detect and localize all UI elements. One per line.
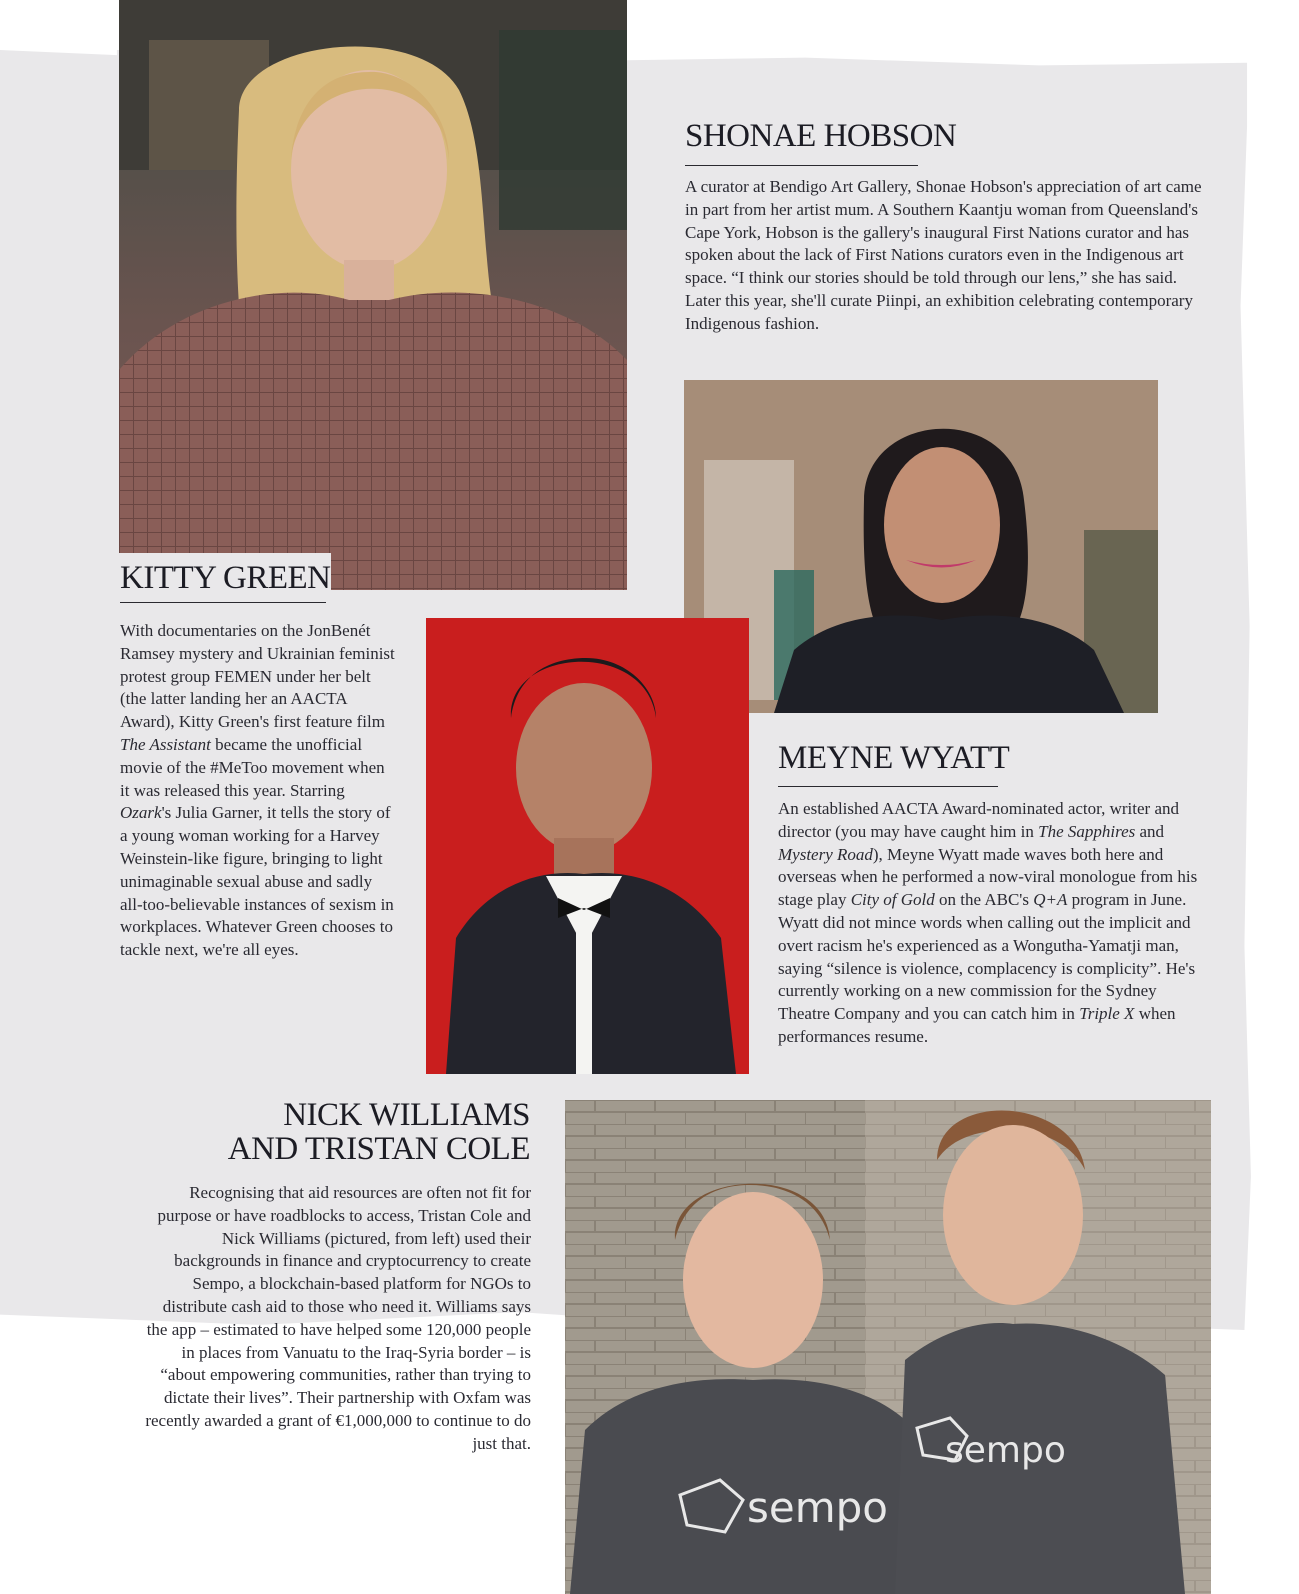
kitty-film-title: The Assistant	[120, 734, 211, 754]
meyne-heading-rule	[778, 786, 998, 787]
nick-tristan-heading	[200, 1098, 530, 1166]
nick-tristan-body: Recognising that aid resources are often not fit for purpose or have roadblocks to access, Tristan Cole and Nick Williams (pictured, from left) used their backgrounds in finance and cryptocurrency to create Sempo, a blockchain-based platform for NGOs to distribute cash aid to those who need it. Williams says the app – estimated to have helped some 120,000 people in places from Vanuatu to the Iraq-Syria border – is “about empowering communities, rather than trying to dictate their lives”. Their partnership with Oxfam was recently awarded a grant of €1,000,000 to continue to do just that.	[145, 1183, 531, 1453]
kitty-green-heading: KITTY GREEN	[120, 560, 331, 596]
kitty-body-part-3: 's Julia Garner, it tells the story of a young woman working for a Harvey Weinstein-like figure, bringing to light unimaginable sexual abuse and sadly all-too-believable instances of sexism in workplaces. Whatever Green chooses to tackle next, we're all eyes.	[120, 803, 394, 960]
meyne-film-2: Mystery Road	[778, 844, 873, 864]
nick-heading-line-1: NICK WILLIAMS	[283, 1097, 530, 1133]
meyne-body-part-1: An established AACTA Award-nominated actor, writer and director (you may have caught him in	[778, 799, 1179, 841]
kitty-body-part-1: With documentaries on the JonBenét Ramsey mystery and Ukrainian feminist protest group FEMEN under her belt (the latter landing her an AACTA Award), Kitty Green's first feature film	[120, 621, 395, 732]
kitty-show-title: Ozark	[120, 803, 162, 823]
nick-heading-line-2: AND TRISTAN COLE	[227, 1131, 530, 1167]
meyne-program-title: Q+A	[1033, 890, 1068, 910]
meyne-body-part-5: when performances resume.	[778, 1004, 1176, 1046]
meyne-wyatt-photo	[426, 618, 749, 1074]
right-shirt-logo-text: sempo	[945, 1430, 1066, 1471]
kitty-green-body	[120, 620, 395, 962]
left-shirt-logo-text: sempo	[747, 1483, 888, 1532]
meyne-body-part-3: on the ABC's	[939, 890, 1029, 910]
shonae-heading-rule	[685, 165, 918, 166]
shonae-hobson-photo	[684, 380, 1158, 713]
kitty-body-part-2: became the unofficial movie of the #MeToo movement when it was released this year. Starring	[120, 734, 385, 800]
meyne-play-title: City of Gold	[850, 890, 935, 910]
shonae-hobson-heading: SHONAE HOBSON	[685, 118, 957, 154]
meyne-wyatt-heading: MEYNE WYATT	[778, 740, 1010, 776]
meyne-body-part-4: program in June. Wyatt did not mince words when calling out the implicit and overt racism he's experienced as a Wongutha-Yamatji man, saying “silence is violence, complacency is complicity”. He's currently working on a new commission for the Sydney Theatre Company and you can catch him in	[778, 890, 1196, 1024]
meyne-wyatt-body	[778, 798, 1208, 1049]
shonae-hobson-body: A curator at Bendigo Art Gallery, Shonae Hobson's appreciation of art came in part from her artist mum. A Southern Kaantju woman from Queensland's Cape York, Hobson is the gallery's inaugural First Nations curator and has spoken about the lack of First Nations curators even in the Indigenous art space. “I think our stories should be told through our lens,” she has said. Later this year, she'll curate Piinpi, an exhibition celebrating contemporary Indigenous fashion.	[685, 177, 1202, 333]
kitty-green-photo	[119, 0, 627, 590]
meyne-series-title: Triple X	[1079, 1004, 1135, 1024]
kitty-heading-rule	[120, 602, 326, 603]
meyne-body-and: and	[1139, 821, 1165, 841]
nick-tristan-photo	[565, 1100, 1211, 1594]
meyne-film-1: The Sapphires	[1038, 821, 1136, 841]
meyne-body-part-2: ), Meyne Wyatt made waves both here and overseas when he performed a now-viral monologue from his stage play	[778, 844, 1198, 910]
